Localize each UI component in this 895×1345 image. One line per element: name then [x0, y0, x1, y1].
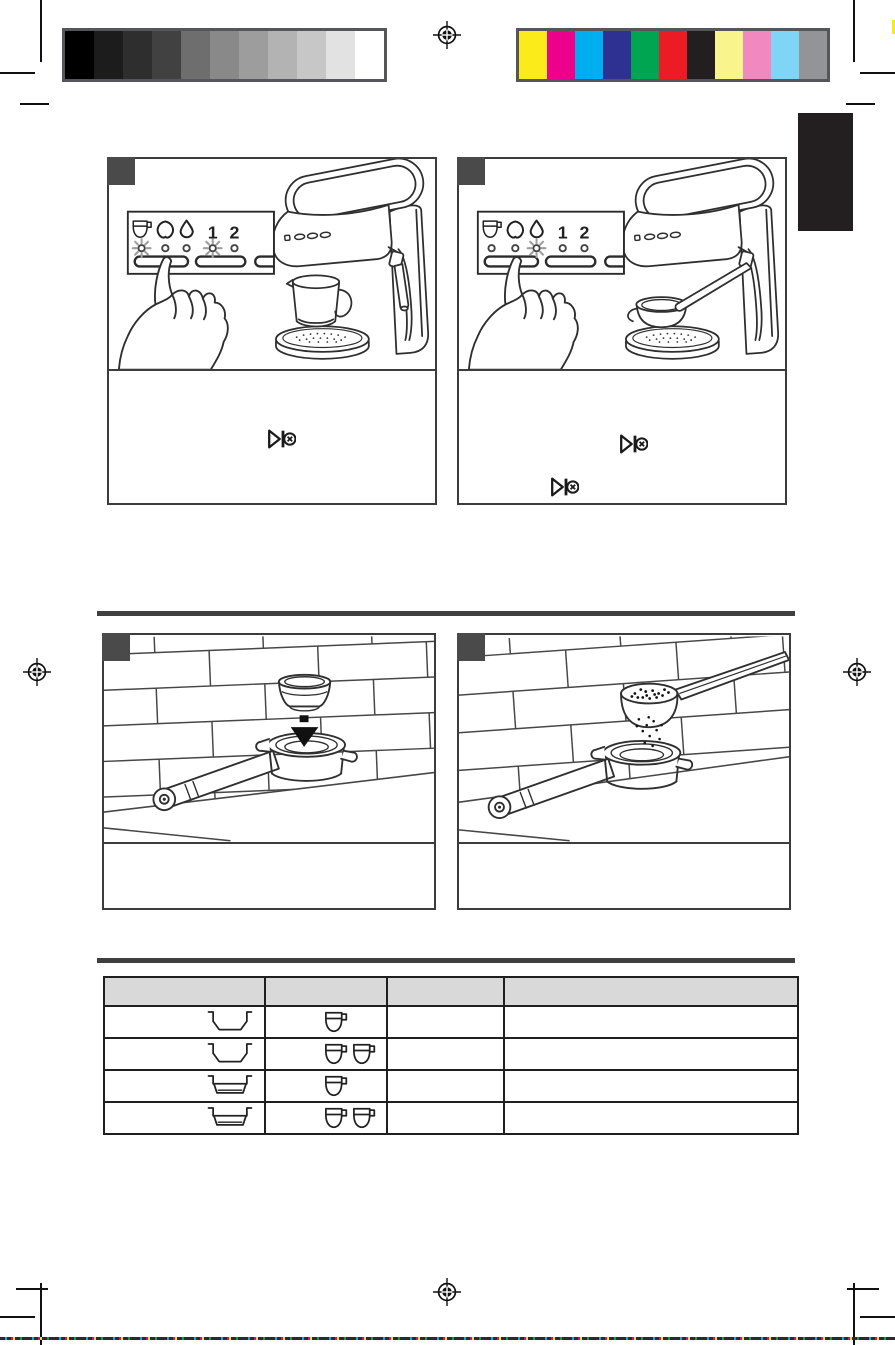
single-wall-basket-icon [207, 1040, 253, 1068]
crop-mark [860, 72, 895, 74]
calibration-swatch [575, 31, 603, 79]
calibration-swatch [631, 31, 659, 79]
start-stop-icon [267, 428, 296, 450]
table-header-cell [387, 977, 504, 1006]
double-wall-basket-icon [207, 1104, 253, 1132]
step-2-panel [457, 157, 787, 505]
calibration-swatch [799, 31, 827, 79]
basket-selection-table [103, 976, 799, 1135]
espresso-machine-illustration [623, 159, 779, 359]
color-control-strip [0, 1337, 895, 1340]
table-row [104, 1038, 798, 1070]
registration-mark [430, 1275, 464, 1309]
step-4-number-square [457, 633, 485, 661]
double-wall-basket-icon [207, 1072, 253, 1100]
espresso-cup-icon [324, 1011, 348, 1033]
calibration-swatch [326, 31, 355, 79]
crop-mark [0, 1316, 35, 1318]
step-1-number-square [107, 157, 135, 185]
calibration-swatch [65, 31, 94, 79]
basket-table-body [104, 1006, 798, 1134]
calibration-swatch [715, 31, 743, 79]
section-divider [97, 611, 795, 616]
espresso-cup-icon [352, 1107, 376, 1129]
table-row [104, 1070, 798, 1102]
table-header-cell [104, 977, 265, 1006]
calibration-swatch [210, 31, 239, 79]
crop-mark [853, 0, 855, 62]
espresso-cup-icon [324, 1107, 348, 1129]
table-header-cell [504, 977, 798, 1006]
espresso-cup-icon [352, 1043, 376, 1065]
registration-mark [430, 18, 464, 52]
language-tab [798, 113, 853, 231]
crop-mark [860, 1316, 895, 1318]
crop-mark [853, 1283, 855, 1345]
step-3-illustration [104, 635, 434, 842]
calibration-swatch [152, 31, 181, 79]
registration-mark [20, 655, 54, 689]
calibration-swatch [771, 31, 799, 79]
step-4-panel [457, 633, 791, 910]
calibration-swatch [355, 31, 384, 79]
grayscale-strip [62, 28, 387, 82]
color-strip [516, 28, 830, 82]
registration-mark [840, 655, 874, 689]
step-3-number-square [102, 633, 130, 661]
step-4-caption [459, 842, 789, 908]
crop-mark [847, 1288, 879, 1290]
crop-mark [16, 1288, 48, 1290]
table-header-row [104, 977, 798, 1006]
control-panel-inset [128, 212, 283, 274]
step-4-illustration [459, 635, 789, 842]
calibration-swatch [123, 31, 152, 79]
crop-mark [846, 103, 875, 105]
espresso-cup-icon [324, 1075, 348, 1097]
table-row [104, 1102, 798, 1134]
calibration-swatch [239, 31, 268, 79]
calibration-swatch [519, 31, 547, 79]
step-2-caption [459, 369, 785, 503]
crop-mark [20, 103, 49, 105]
step-2-number-square [457, 157, 485, 185]
espresso-cup-icon [324, 1043, 348, 1065]
table-header-cell [265, 977, 387, 1006]
calibration-swatch [743, 31, 771, 79]
steam-wand-in-cup [676, 263, 752, 311]
step-2-illustration [459, 159, 785, 369]
brick-wall [104, 635, 434, 821]
calibration-swatch [659, 31, 687, 79]
section-divider [97, 958, 795, 963]
table-row [104, 1006, 798, 1038]
crop-mark [0, 72, 35, 74]
filter-basket [279, 675, 330, 711]
control-panel-inset [478, 212, 633, 274]
espresso-machine-illustration [273, 159, 429, 359]
start-stop-icon [619, 433, 648, 455]
calibration-swatch [297, 31, 326, 79]
step-1-caption [109, 369, 435, 503]
calibration-swatch [547, 31, 575, 79]
calibration-swatch [687, 31, 715, 79]
step-3-caption [104, 842, 434, 908]
calibration-swatch [181, 31, 210, 79]
calibration-swatch [94, 31, 123, 79]
brick-wall [459, 635, 789, 809]
step-1-illustration [109, 159, 435, 369]
calibration-swatch [268, 31, 297, 79]
espresso-cup [628, 297, 687, 327]
calibration-swatch [603, 31, 631, 79]
crop-mark [40, 1283, 42, 1345]
step-3-panel [102, 633, 436, 910]
single-wall-basket-icon [207, 1008, 253, 1036]
crop-mark [40, 0, 42, 62]
step-1-panel [107, 157, 437, 505]
portafilter [153, 733, 357, 810]
start-stop-icon [550, 476, 579, 498]
milk-pitcher [287, 275, 352, 326]
